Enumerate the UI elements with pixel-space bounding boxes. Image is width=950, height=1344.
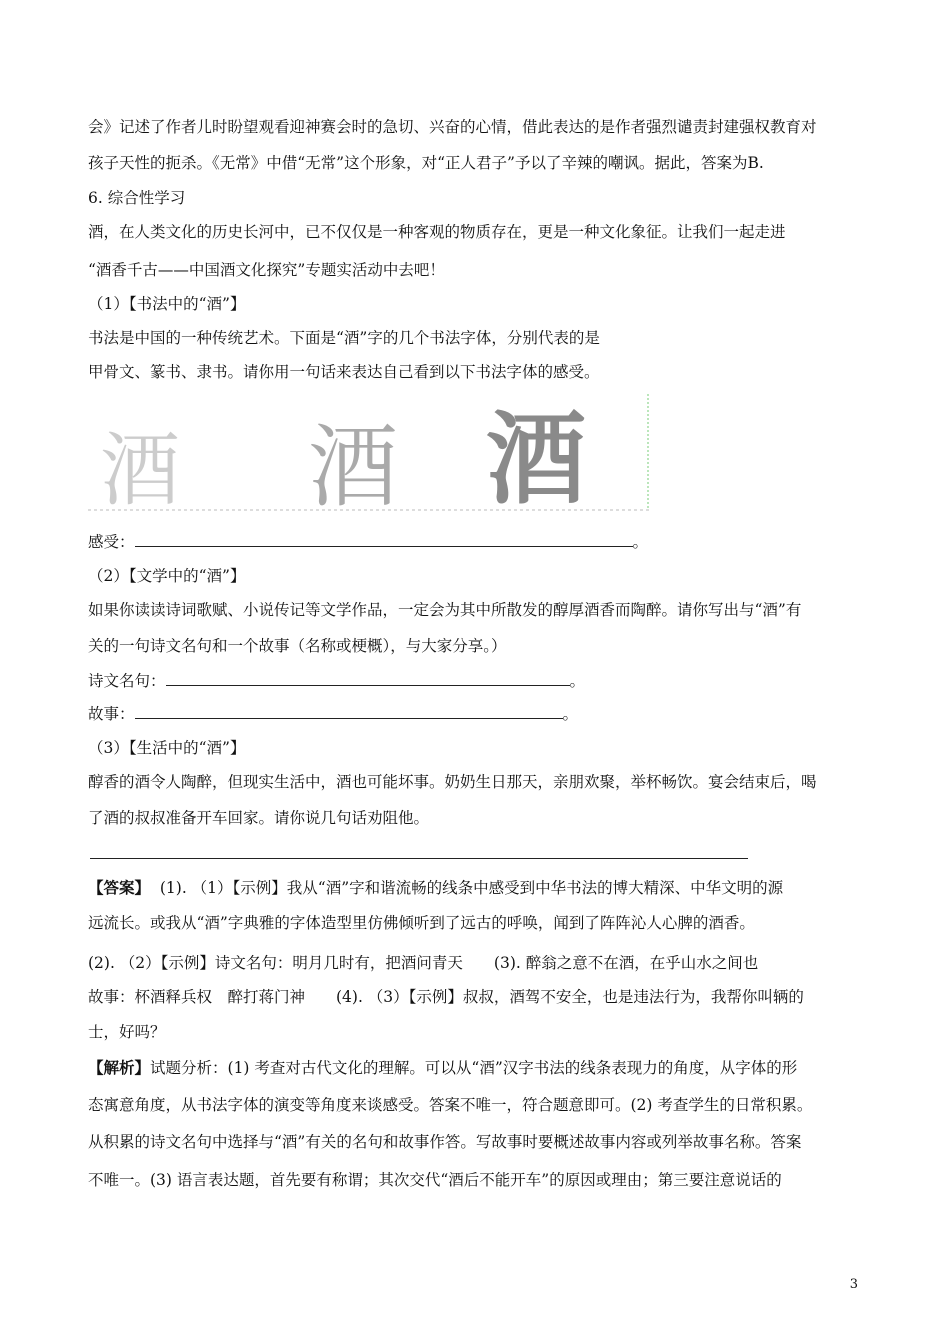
analysis-line-3: 从积累的诗文名句中选择与“酒”有关的名句和故事作答。写故事时要概述故事内容或列举故事名称。答案 [88,1133,802,1151]
story-label: 故事： [88,705,135,723]
poem-blank[interactable] [166,671,570,686]
q2-line-1: 如果你读读诗词歌赋、小说传记等文学作品，一定会为其中所散发的醇厚酒香而陶醉。请你写出与“酒”有 [88,601,802,619]
analysis-line-2: 态寓意角度，从书法字体的演变等角度来谈感受。答案不唯一，符合题意即可。(2) 考查学生的日常积累。 [88,1096,813,1114]
story-end: 。 [562,705,579,723]
answer-line-1: 【答案】 (1). （1）【示例】我从“酒”字和谐流畅的线条中感受到中华书法的博大精深、中华文明的源 [88,878,784,897]
analysis-label: 【解析】 [88,1058,151,1077]
poem-row [88,671,585,691]
analysis-line-1: 【解析】试题分析：(1) 考查对古代文化的理解。可以从“酒”汉字书法的线条表现力的角度，从字体的形 [88,1058,798,1077]
q3-line-1: 醇香的酒令人陶醉，但现实生活中，酒也可能坏事。奶奶生日那天，亲朋欢聚，举杯畅饮。宴会结束后，喝 [88,773,817,791]
analysis-line-4: 不唯一。(3) 语言表达题，首先要有称谓；其次交代“酒后不能开车”的原因或理由；第三要注意说话的 [88,1171,782,1189]
feeling-row [88,532,648,552]
calligraphy-oracle-char: 酒 [100,424,180,512]
section-title: 6. 综合性学习 [88,189,186,207]
q1-line-1: 书法是中国的一种传统艺术。下面是“酒”字的几个书法字体，分别代表的是 [88,329,600,347]
answer-blank-line[interactable] [90,858,748,859]
q2-header: （2）【文学中的“酒”】 [88,567,246,585]
story-row [88,704,578,724]
poem-label: 诗文名句： [88,672,166,690]
answer-label: 【答案】 [88,878,151,897]
answer-line-4: 故事：杯酒释兵权 醉打蒋门神 (4). （3）【示例】叔叔，酒驾不安全，也是违法行为，我帮你叫辆的 [88,988,804,1006]
line-2: 孩子天性的扼杀。《无常》中借“无常”这个形象，对“正人君子”予以了辛辣的嘲讽。据此，答案为B. [88,154,764,172]
calligraphy-clerical-char: 酒 [486,401,586,512]
answer-line-2: 远流长。或我从“酒”字典雅的字体造型里仿佛倾听到了远古的呼唤，闻到了阵阵沁人心脾的酒香。 [88,914,755,932]
intro-line-1: 酒，在人类文化的历史长河中，已不仅仅是一种客观的物质存在，更是一种文化象征。让我们一起走进 [88,223,786,241]
poem-end: 。 [569,672,586,690]
story-blank[interactable] [135,704,563,719]
feeling-blank[interactable] [135,532,633,547]
answer-line-3: (2). （2）【示例】诗文名句：明月几时有，把酒问青天 (3). 醉翁之意不在酒，在乎山水之间也 [88,954,759,972]
q2-line-2: 关的一句诗文名句和一个故事（名称或梗概），与大家分享。） [88,637,507,655]
q3-line-2: 了酒的叔叔准备开车回家。请你说几句话劝阻他。 [88,809,430,827]
feeling-label: 感受： [88,533,135,551]
intro-line-2: “酒香千古——中国酒文化探究”专题实活动中去吧！ [88,261,445,279]
feeling-end: 。 [632,533,649,551]
q3-header: （3）【生活中的“酒”】 [88,739,246,757]
answer-line-5: 士，好吗？ [88,1023,166,1041]
page-number: 3 [849,1277,858,1292]
calligraphy-image [88,390,652,512]
line-1: 会》记述了作者儿时盼望观看迎神赛会时的急切、兴奋的心情，借此表达的是作者强烈谴责封建强权教育对 [88,118,817,136]
q1-line-2: 甲骨文、篆书、隶书。请你用一句话来表达自己看到以下书法字体的感受。 [88,363,600,381]
calligraphy-seal-char: 酒 [308,415,398,512]
q1-header: （1）【书法中的“酒”】 [88,295,246,313]
